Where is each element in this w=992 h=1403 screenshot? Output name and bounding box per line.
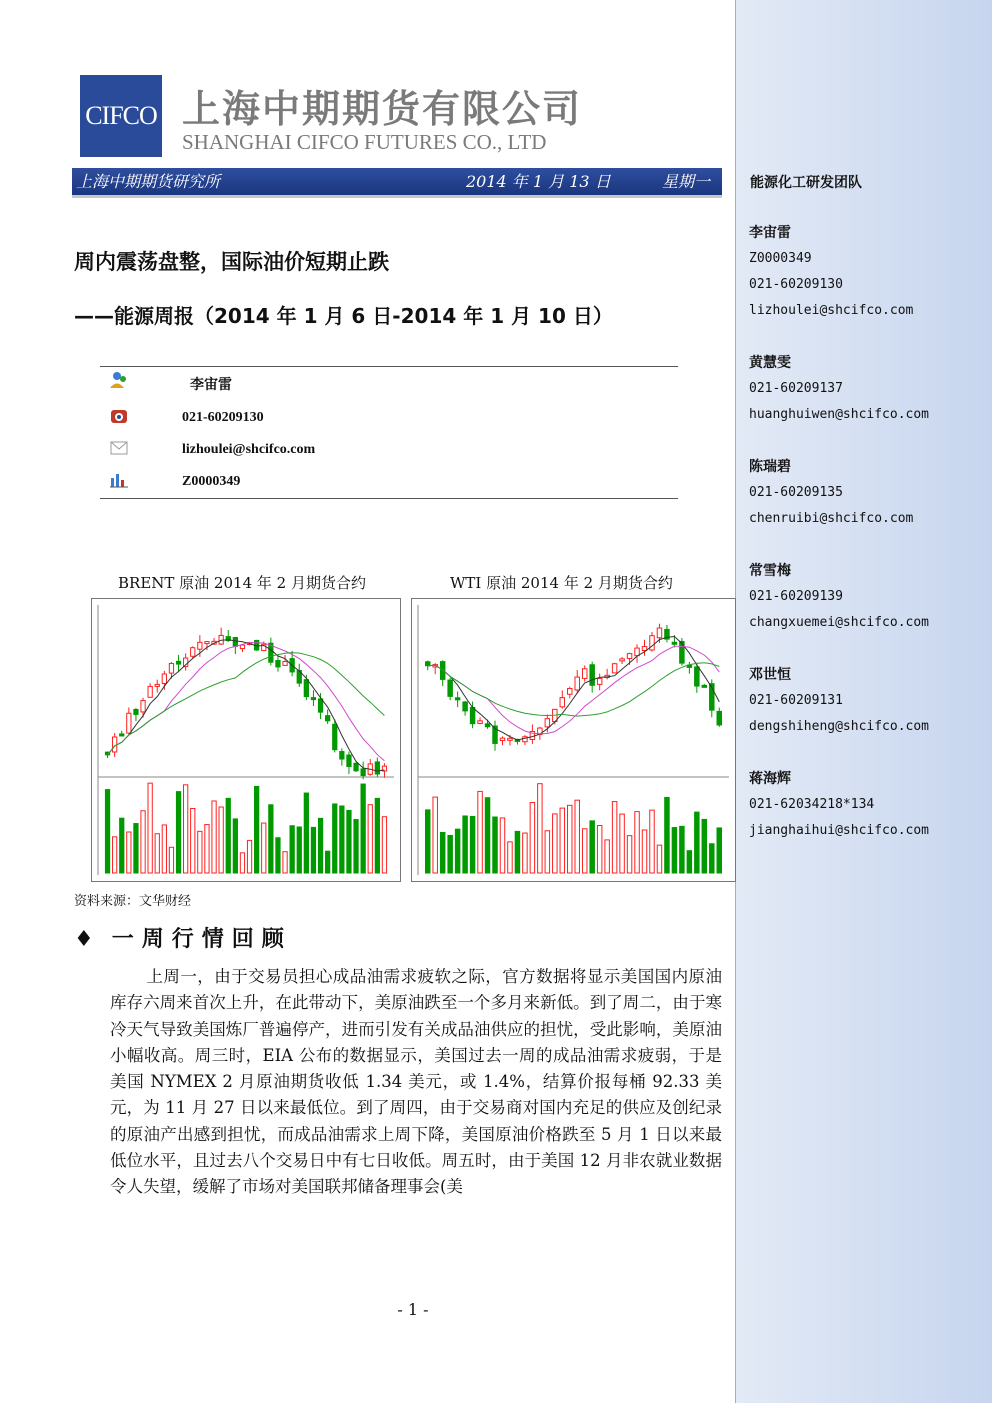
contact-card bbox=[749, 220, 913, 324]
volume-bar bbox=[440, 832, 444, 873]
candle-body bbox=[500, 738, 504, 740]
candle-body bbox=[127, 713, 131, 733]
header-bar bbox=[72, 168, 722, 198]
company-name-en: SHANGHAI CIFCO FUTURES CO., LTD bbox=[182, 130, 547, 154]
volume-bar bbox=[500, 818, 504, 873]
contact-phone: 021-60209135 bbox=[749, 485, 843, 500]
candle-body bbox=[582, 669, 586, 679]
report-title: 周内震荡盘整，国际油价短期止跌 bbox=[74, 250, 389, 274]
volume-bar bbox=[205, 825, 209, 873]
volume-bar bbox=[290, 826, 294, 873]
candle-body bbox=[283, 662, 287, 666]
volume-bar bbox=[240, 853, 244, 873]
volume-bar bbox=[717, 828, 721, 873]
sidebar bbox=[735, 0, 992, 1403]
candle-body bbox=[134, 710, 138, 715]
volume-bar bbox=[141, 811, 145, 873]
candle-body bbox=[620, 659, 624, 661]
candle-body bbox=[642, 647, 646, 651]
candle-body bbox=[695, 667, 699, 686]
cifco-logo: CIFCO bbox=[80, 75, 162, 157]
volume-bar bbox=[627, 836, 631, 873]
section-title: 一周行情回顾 bbox=[111, 927, 292, 952]
candle-body bbox=[560, 698, 564, 707]
candle-body bbox=[162, 674, 166, 684]
candle-body bbox=[340, 752, 344, 760]
volume-bar bbox=[105, 790, 109, 873]
volume-bar bbox=[582, 829, 586, 873]
volume-bar bbox=[262, 823, 266, 873]
candle-body bbox=[347, 755, 351, 766]
body-paragraph bbox=[110, 964, 722, 1201]
candle-body bbox=[702, 685, 706, 687]
candle-body bbox=[485, 724, 489, 727]
volume-bar bbox=[311, 827, 315, 873]
volume-bar bbox=[382, 817, 386, 873]
volume-bar bbox=[361, 784, 365, 873]
author-email[interactable]: lizhoulei@shcifco.com bbox=[182, 442, 316, 457]
candle-body bbox=[590, 665, 594, 686]
volume-bar bbox=[612, 802, 616, 873]
volume-bar bbox=[702, 819, 706, 873]
volume-bar bbox=[276, 838, 280, 873]
contact-phone: 021-60209139 bbox=[749, 589, 843, 604]
candle-body bbox=[240, 645, 244, 649]
volume-bar bbox=[478, 791, 482, 873]
volume-bar bbox=[304, 793, 308, 873]
report-weekday: 星期一 bbox=[662, 172, 711, 191]
volume-bar bbox=[340, 806, 344, 873]
volume-bar bbox=[650, 810, 654, 873]
report-subtitle: ——能源周报（2014 年 1 月 6 日-2014 年 1 月 10 日） bbox=[74, 304, 613, 328]
volume-bar bbox=[162, 825, 166, 873]
volume-bar bbox=[134, 824, 138, 873]
mail-icon bbox=[108, 438, 130, 458]
candle-body bbox=[508, 738, 512, 740]
candle-body bbox=[198, 642, 202, 649]
volume-bar bbox=[455, 829, 459, 873]
volume-bar bbox=[620, 814, 624, 873]
volume-bar bbox=[553, 814, 557, 873]
contact-name: 邓世恒 bbox=[749, 667, 791, 683]
phone-icon bbox=[108, 406, 130, 426]
source-note: 资料来源：文华财经 bbox=[74, 894, 192, 909]
volume-bar bbox=[425, 810, 429, 873]
volume-bar bbox=[318, 818, 322, 873]
candle-body bbox=[148, 686, 152, 697]
volume-bar bbox=[226, 798, 230, 873]
candle-body bbox=[672, 642, 676, 644]
volume-bar bbox=[148, 783, 152, 873]
contact-card bbox=[749, 558, 929, 636]
report-date: 2014 年 1 月 13 日 bbox=[466, 172, 611, 191]
contact-card bbox=[749, 454, 913, 532]
volume-bar bbox=[597, 826, 601, 873]
candle-body bbox=[717, 711, 721, 725]
contact-name: 蒋海辉 bbox=[749, 771, 791, 787]
volume-bar bbox=[470, 816, 474, 873]
contact-email[interactable]: huanghuiwen@shcifco.com bbox=[749, 407, 930, 422]
candle-body bbox=[657, 628, 661, 638]
volume-bar bbox=[665, 797, 669, 873]
volume-bar bbox=[368, 805, 372, 873]
divider bbox=[100, 366, 678, 367]
divider bbox=[100, 498, 678, 499]
candle-body bbox=[478, 721, 482, 724]
volume-bar bbox=[212, 801, 216, 873]
author-phone: 021-60209130 bbox=[182, 410, 264, 425]
candle-body bbox=[113, 737, 117, 752]
wti-chart bbox=[411, 598, 736, 882]
volume-bar bbox=[680, 826, 684, 873]
volume-bar bbox=[184, 785, 188, 873]
candle-body bbox=[233, 637, 237, 646]
volume-bar bbox=[672, 828, 676, 873]
volume-bar bbox=[538, 784, 542, 873]
candle-body bbox=[612, 664, 616, 673]
volume-bar bbox=[347, 810, 351, 873]
contact-card bbox=[749, 350, 929, 428]
page-number: - 1 - bbox=[397, 1300, 429, 1319]
moving-average-line bbox=[428, 637, 720, 741]
volume-bar bbox=[233, 819, 237, 873]
volume-bar bbox=[493, 817, 497, 873]
contact-email[interactable]: lizhoulei@shcifco.com bbox=[749, 303, 914, 318]
volume-bar bbox=[642, 830, 646, 873]
candle-body bbox=[326, 716, 330, 721]
paragraph-text: 上周一，由于交易员担心成品油需求疲软之际，官方数据将显示美国国内原油库存六周来首次上升，在此带动下，美原油跌至一个多月来新低。到了周二，由于寒冷天气导致美国炼厂普遍停产，进而引发有关成品油供应的担忧，受此影响，美原油小幅收高。周三时，EIA 公布的数据显示，美国过去一周的成品油需求疲弱，于是美国 NYMEX 2 月原油期货收低 1.34 美元，或 1.4%，结算价报每桶 92.33 美元，为 11 月 27 日以来最低位。到了周四，由于交易商对国内充足的供应及创纪录的原油产出感到担忧，而成品油需求上周下降，美国原油价格跌至 5 月 1 日以来最低位水平，且过去八个交易日中有七日收低。周五时，由于美国 12 月非农就业数据令人失望，缓解了市场对美国联邦储备理事会(美 bbox=[110, 967, 722, 1197]
volume-bar bbox=[463, 816, 467, 873]
volume-bar bbox=[169, 847, 173, 873]
volume-bar bbox=[191, 808, 195, 873]
institute-name: 上海中期期货研究所 bbox=[76, 172, 221, 191]
volume-bar bbox=[695, 812, 699, 873]
volume-bar bbox=[269, 805, 273, 873]
volume-bar bbox=[326, 851, 330, 873]
candle-body bbox=[361, 769, 365, 776]
candle-body bbox=[333, 724, 337, 749]
volume-bar bbox=[568, 805, 572, 873]
candle-body bbox=[191, 648, 195, 657]
volume-bar bbox=[120, 818, 124, 873]
volume-bar bbox=[297, 827, 301, 873]
candle-body bbox=[354, 763, 358, 770]
contact-name: 常雪梅 bbox=[749, 563, 791, 579]
volume-bar bbox=[176, 792, 180, 873]
contact-phone: 021-60209130 bbox=[749, 277, 843, 292]
contact-phone: 021-62034218*134 bbox=[749, 797, 875, 812]
contact-name: 李宙雷 bbox=[749, 225, 791, 241]
contact-name: 黄慧雯 bbox=[749, 355, 791, 371]
volume-bar bbox=[255, 786, 259, 873]
candle-body bbox=[545, 719, 549, 727]
candle-body bbox=[375, 762, 379, 774]
candle-body bbox=[448, 680, 452, 696]
volume-bar bbox=[635, 812, 639, 873]
candle-body bbox=[455, 698, 459, 700]
volume-bar bbox=[127, 832, 131, 873]
candle-body bbox=[568, 689, 572, 695]
volume-bar bbox=[155, 834, 159, 873]
candle-body bbox=[169, 664, 173, 674]
contact-name: 陈瑞碧 bbox=[749, 459, 791, 475]
volume-bar bbox=[590, 821, 594, 873]
volume-bar bbox=[657, 845, 661, 873]
candle-body bbox=[318, 699, 322, 712]
author-license: Z0000349 bbox=[182, 474, 241, 489]
team-title: 能源化工研发团队 bbox=[750, 175, 862, 191]
volume-bar bbox=[283, 852, 287, 873]
brent-chart bbox=[91, 598, 401, 882]
candle-body bbox=[155, 684, 159, 686]
candle-body bbox=[463, 702, 467, 711]
candle-body bbox=[141, 701, 145, 712]
candle-body bbox=[597, 678, 601, 684]
volume-bar bbox=[198, 831, 202, 873]
candle-body bbox=[635, 648, 639, 656]
volume-bar bbox=[545, 831, 549, 873]
contact-license: Z0000349 bbox=[749, 251, 812, 266]
person-icon bbox=[108, 370, 130, 390]
candle-body bbox=[304, 680, 308, 697]
company-name-cn: 上海中期期货有限公司 bbox=[182, 87, 583, 131]
volume-bar bbox=[113, 837, 117, 873]
volume-bar bbox=[448, 835, 452, 873]
volume-bar bbox=[560, 808, 564, 873]
brent-candlestick-chart bbox=[92, 599, 400, 881]
moving-average-line bbox=[108, 653, 385, 755]
volume-bar bbox=[530, 803, 534, 873]
volume-bar bbox=[523, 833, 527, 873]
volume-bar bbox=[333, 804, 337, 873]
chart-icon bbox=[108, 470, 130, 490]
diamond-icon: ♦ bbox=[74, 927, 94, 952]
moving-average-line bbox=[108, 643, 385, 761]
candle-body bbox=[470, 708, 474, 724]
candle-body bbox=[575, 677, 579, 690]
contact-phone: 021-60209137 bbox=[749, 381, 843, 396]
brent-chart-title: BRENT 原油 2014 年 2 月期货合约 bbox=[118, 574, 366, 592]
volume-bar bbox=[375, 798, 379, 873]
volume-bar bbox=[247, 840, 251, 873]
candle-body bbox=[176, 661, 180, 664]
volume-bar bbox=[354, 820, 358, 873]
candle-body bbox=[205, 642, 209, 644]
volume-bar bbox=[710, 844, 714, 873]
volume-bar bbox=[485, 798, 489, 873]
candle-body bbox=[311, 698, 315, 700]
contact-card bbox=[749, 766, 929, 844]
candle-body bbox=[276, 661, 280, 667]
contact-email[interactable]: changxuemei@shcifco.com bbox=[749, 615, 930, 630]
volume-bar bbox=[515, 831, 519, 873]
candle-body bbox=[120, 734, 124, 736]
volume-bar bbox=[687, 851, 691, 873]
volume-bar bbox=[219, 807, 223, 873]
candle-body bbox=[627, 654, 631, 659]
contact-email[interactable]: dengshiheng@shcifco.com bbox=[749, 719, 930, 734]
contact-phone: 021-60209131 bbox=[749, 693, 843, 708]
section-heading bbox=[74, 922, 292, 953]
contact-email[interactable]: jianghaihui@shcifco.com bbox=[749, 823, 930, 838]
volume-bar bbox=[433, 797, 437, 873]
volume-bar bbox=[575, 800, 579, 873]
contact-email[interactable]: chenruibi@shcifco.com bbox=[749, 511, 914, 526]
contact-card bbox=[749, 662, 929, 740]
wti-candlestick-chart bbox=[412, 599, 735, 881]
volume-bar bbox=[605, 840, 609, 873]
wti-chart-title: WTI 原油 2014 年 2 月期货合约 bbox=[450, 574, 673, 592]
volume-bar bbox=[508, 842, 512, 873]
author-name: 李宙雷 bbox=[190, 378, 232, 393]
